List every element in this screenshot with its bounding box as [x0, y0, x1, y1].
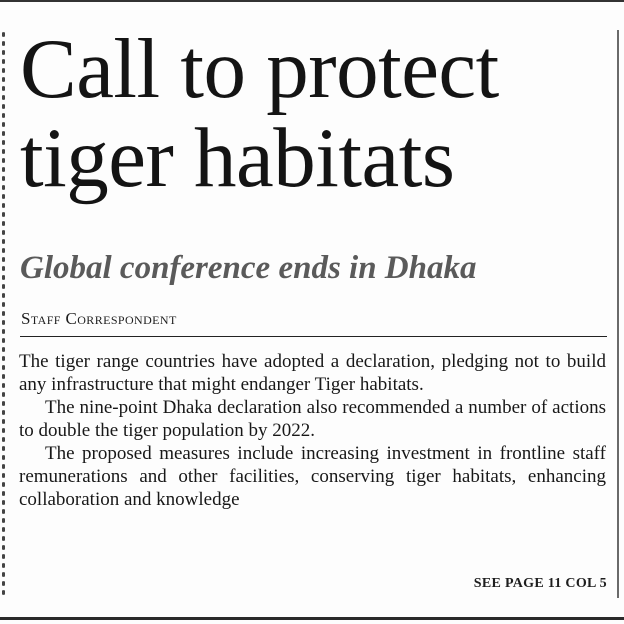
- paragraph-1: The tiger range countries have adopted a declaration, pledging not to build any infrastructure that might endanger Tiger habitats.: [19, 351, 606, 395]
- headline: Call to protect tiger habitats: [20, 22, 499, 205]
- paragraph-3: The proposed measures include increasing investment in frontline staff remunerations and other facilities, conserving tiger habitats, enhancing collaboration and knowledge: [19, 443, 606, 510]
- byline: Staff Correspondent: [21, 309, 177, 328]
- article-body: [19, 350, 606, 511]
- top-border-rule: [0, 0, 624, 2]
- byline-divider: [20, 336, 607, 337]
- continuation-jump-line: SEE PAGE 11 COL 5: [473, 576, 607, 591]
- paragraph-2: The nine-point Dhaka declaration also recommended a number of actions to double the tiger population by 2022.: [19, 397, 606, 441]
- left-dotted-border: [2, 30, 5, 598]
- bottom-border-rule: [0, 617, 624, 620]
- subheadline: Global conference ends in Dhaka: [20, 250, 477, 286]
- right-column-rule: [617, 30, 619, 598]
